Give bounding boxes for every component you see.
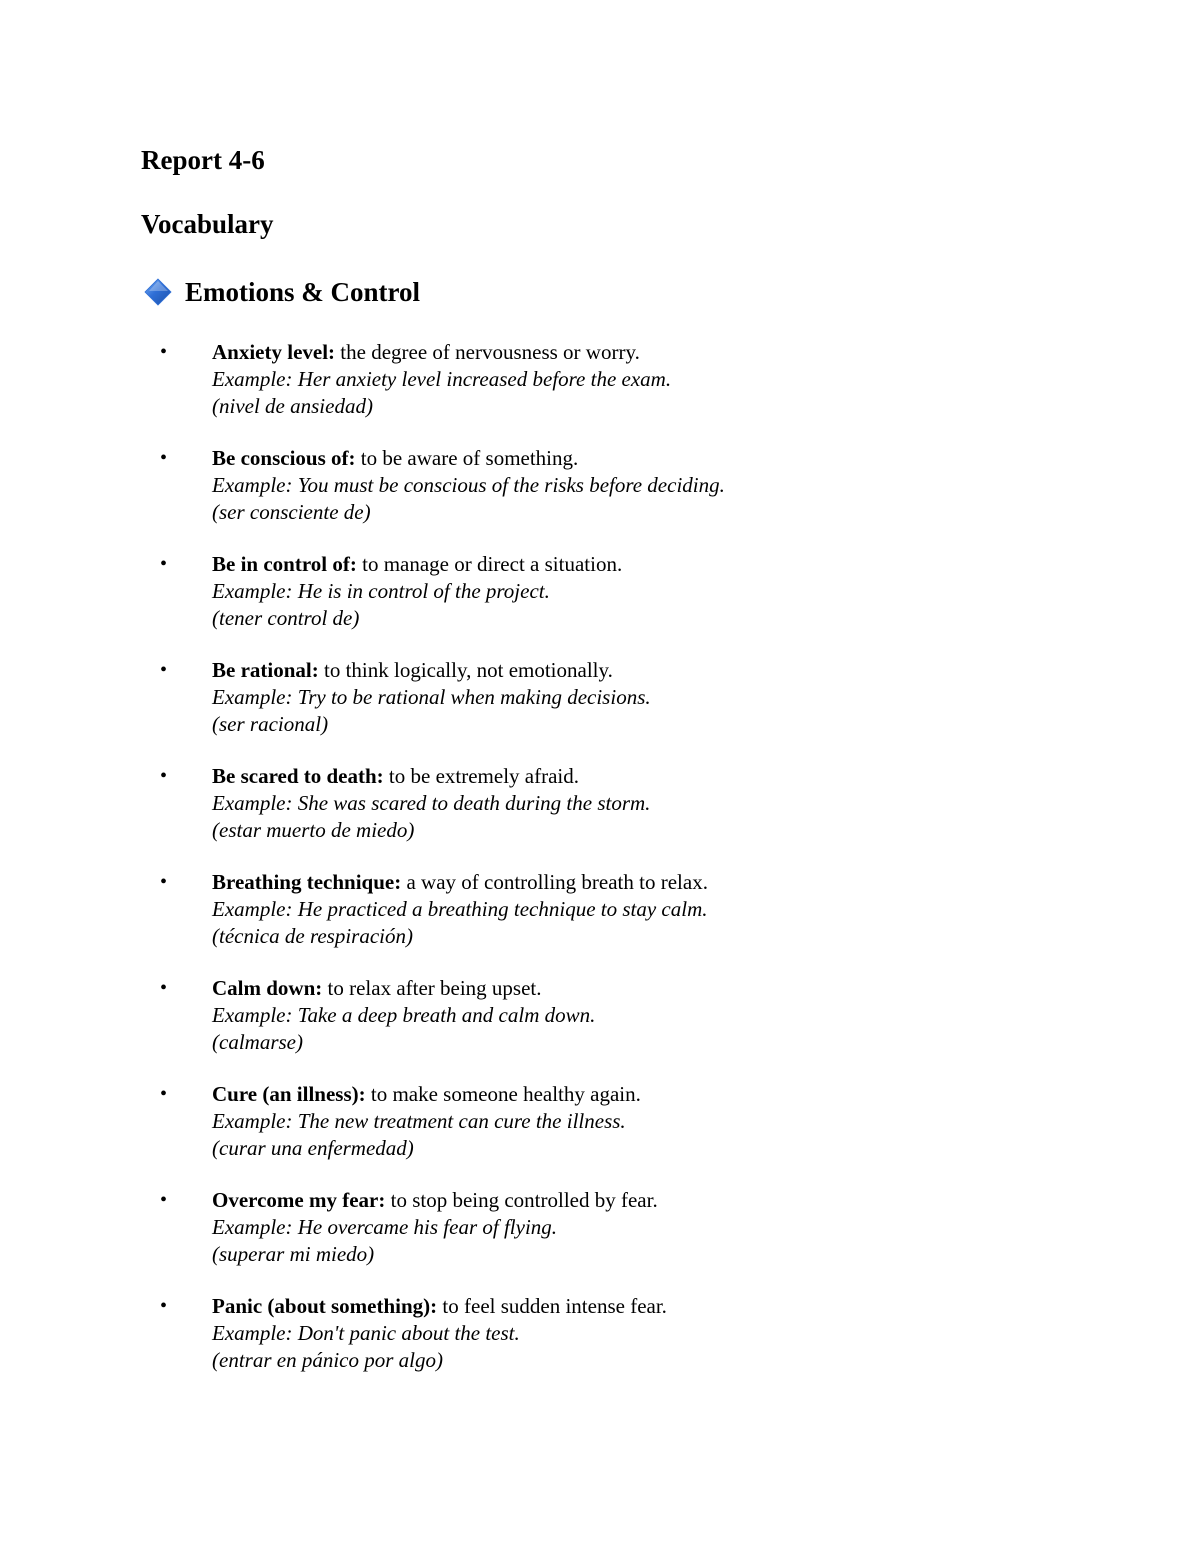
entry-definition-line — [212, 657, 1172, 684]
entry-definition-line — [212, 1081, 1172, 1108]
entry-body — [212, 975, 1172, 1056]
term-example: Example: Try to be rational when making decisions. — [212, 685, 651, 709]
term-example: Example: He overcame his fear of flying. — [212, 1215, 558, 1239]
term-definition: a way of controlling breath to relax. — [401, 870, 708, 894]
bullet-icon: • — [160, 1189, 168, 1211]
entry-definition-line — [212, 1293, 1172, 1320]
vocabulary-term: Overcome my fear: — [212, 1188, 386, 1212]
bullet-icon: • — [160, 447, 168, 469]
term-definition: to think logically, not emotionally. — [318, 658, 613, 682]
term-translation: (calmarse) — [212, 1030, 303, 1054]
term-translation: (entrar en pánico por algo) — [212, 1348, 443, 1372]
term-definition: to be extremely afraid. — [383, 764, 579, 788]
bullet-icon: • — [160, 871, 168, 893]
bullet-icon: • — [160, 553, 168, 575]
term-translation: (nivel de ansiedad) — [212, 394, 373, 418]
entry-body — [212, 869, 1172, 950]
list-item — [0, 975, 1200, 1081]
vocabulary-term: Panic (about something): — [212, 1294, 438, 1318]
entry-body — [212, 339, 1172, 420]
vocabulary-term: Breathing technique: — [212, 870, 402, 894]
entry-definition-line — [212, 763, 1172, 790]
document-title: Report 4-6 — [141, 145, 265, 175]
term-definition: to stop being controlled by fear. — [385, 1188, 658, 1212]
list-item — [0, 551, 1200, 657]
document-subtitle: Vocabulary — [141, 209, 274, 239]
vocabulary-list — [0, 339, 1200, 1399]
vocabulary-term: Anxiety level: — [212, 340, 336, 364]
section-heading — [144, 274, 420, 310]
entry-definition-line — [212, 1187, 1172, 1214]
term-translation: (ser consciente de) — [212, 500, 371, 524]
term-definition: to feel sudden intense fear. — [437, 1294, 667, 1318]
term-example: Example: He practiced a breathing technique to stay calm. — [212, 897, 708, 921]
bullet-icon: • — [160, 1083, 168, 1105]
section-title: Emotions & Control — [185, 277, 421, 307]
term-example: Example: Take a deep breath and calm down. — [212, 1003, 596, 1027]
entry-body — [212, 763, 1172, 844]
term-example: Example: Her anxiety level increased before the exam. — [212, 367, 672, 391]
entry-definition-line — [212, 975, 1172, 1002]
term-translation: (estar muerto de miedo) — [212, 818, 415, 842]
term-example: Example: The new treatment can cure the illness. — [212, 1109, 626, 1133]
entry-body — [212, 445, 1172, 526]
entry-body — [212, 657, 1172, 738]
list-item — [0, 1187, 1200, 1293]
term-example: Example: Don't panic about the test. — [212, 1321, 520, 1345]
vocabulary-term: Be conscious of: — [212, 446, 356, 470]
bullet-icon: • — [160, 765, 168, 787]
term-translation: (superar mi miedo) — [212, 1242, 375, 1266]
entry-definition-line — [212, 339, 1172, 366]
bullet-icon: • — [160, 341, 168, 363]
list-item — [0, 869, 1200, 975]
term-translation: (tener control de) — [212, 606, 360, 630]
list-item — [0, 1081, 1200, 1187]
blue-diamond-icon — [144, 278, 172, 306]
term-example: Example: You must be conscious of the risks before deciding. — [212, 473, 725, 497]
list-item — [0, 763, 1200, 869]
vocabulary-term: Be scared to death: — [212, 764, 384, 788]
entry-body — [212, 551, 1172, 632]
vocabulary-term: Be in control of: — [212, 552, 357, 576]
term-translation: (curar una enfermedad) — [212, 1136, 414, 1160]
entry-definition-line — [212, 869, 1172, 896]
term-translation: (ser racional) — [212, 712, 329, 736]
term-definition: to relax after being upset. — [322, 976, 542, 1000]
entry-body — [212, 1293, 1172, 1374]
term-definition: to manage or direct a situation. — [356, 552, 623, 576]
bullet-icon: • — [160, 1295, 168, 1317]
term-definition: the degree of nervousness or worry. — [335, 340, 640, 364]
vocabulary-term: Calm down: — [212, 976, 323, 1000]
entry-definition-line — [212, 445, 1172, 472]
entry-body — [212, 1187, 1172, 1268]
entry-body — [212, 1081, 1172, 1162]
entry-definition-line — [212, 551, 1172, 578]
vocabulary-term: Be rational: — [212, 658, 319, 682]
vocabulary-term: Cure (an illness): — [212, 1082, 366, 1106]
term-definition: to make someone healthy again. — [365, 1082, 641, 1106]
bullet-icon: • — [160, 659, 168, 681]
list-item — [0, 657, 1200, 763]
list-item — [0, 1293, 1200, 1399]
term-translation: (técnica de respiración) — [212, 924, 413, 948]
list-item — [0, 445, 1200, 551]
term-example: Example: He is in control of the project. — [212, 579, 550, 603]
term-definition: to be aware of something. — [355, 446, 579, 470]
term-example: Example: She was scared to death during the storm. — [212, 791, 651, 815]
list-item — [0, 339, 1200, 445]
bullet-icon: • — [160, 977, 168, 999]
